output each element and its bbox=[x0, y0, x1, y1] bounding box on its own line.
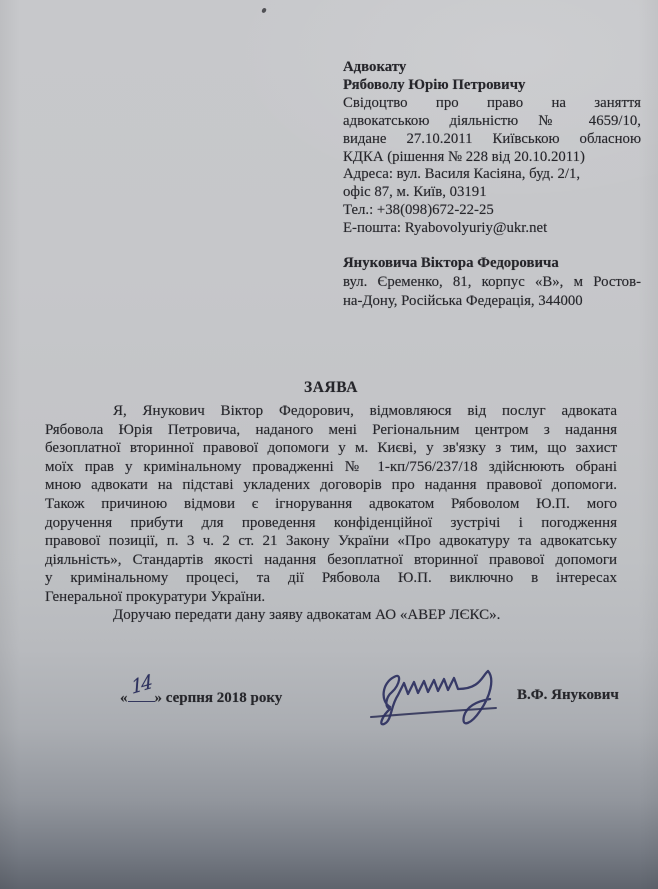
body-paragraph-2: Доручаю передати дану заяву адвокатам АО «АВЕР ЛЄКС». bbox=[113, 607, 501, 623]
recipient-line: КДКА (рішення № 228 від 20.10.2011) bbox=[343, 148, 585, 165]
body-line: Я, Янукович Віктор Федорович, відмовляюся від послуг адвоката bbox=[113, 403, 617, 419]
recipient-line: Адвокату bbox=[343, 59, 407, 75]
recipient-line: офіс 87, м. Київ, 03191 bbox=[343, 184, 487, 201]
recipient-email: Е-пошта: Ryabovolyuriy@ukr.net bbox=[343, 220, 548, 237]
handwritten-signature bbox=[368, 655, 518, 735]
document-title: ЗАЯВА bbox=[303, 379, 359, 396]
recipient-block bbox=[343, 59, 641, 238]
date-day-blank bbox=[128, 671, 155, 702]
body-line: Генеральної прокуратури України. bbox=[45, 588, 266, 605]
recipient-line: Рябоволу Юрію Петровичу bbox=[343, 76, 526, 93]
recipient-phone: Тел.: +38(098)672-22-25 bbox=[343, 202, 494, 219]
recipient-line: видане 27.10.2011 Київською обласною bbox=[343, 130, 641, 147]
body-line: діяльність», Стандартів якості надання безоплатної вторинної правової допомоги bbox=[45, 551, 617, 568]
date-open-quote: « bbox=[120, 690, 128, 706]
recipient-line: адвокатською діяльністю № 4659/10, bbox=[343, 112, 641, 129]
recipient-line: Адреса: вул. Василя Касіяна, буд. 2/1, bbox=[343, 166, 581, 183]
date-line bbox=[120, 671, 283, 707]
body-line: безоплатної вторинної правової допомоги у м. Києві, у зв'язку з тим, що захист bbox=[45, 440, 617, 457]
body-line: моїх прав у кримінальному провадженні № 1-кп/756/237/18 здійснюють обрані bbox=[45, 458, 617, 475]
recipient-line: Свідоцтво про право на заняття bbox=[343, 94, 641, 111]
applicant-block bbox=[343, 254, 641, 311]
applicant-address-line: вул. Єременко, 81, корпус «В», м Ростов- bbox=[343, 274, 641, 290]
date-rest: » серпня 2018 року bbox=[154, 690, 283, 706]
body-line: доручення прибути для проведення конфіденційної зустрічі і погодження bbox=[45, 514, 617, 531]
applicant-address-line: на-Дону, Російська Федерація, 344000 bbox=[343, 293, 583, 309]
body-line: мною адвокати на підставі укладених договорів про надання правової допомоги. bbox=[45, 477, 617, 494]
paper-speck bbox=[261, 7, 266, 13]
body-line: у кримінальному процесі, та дії Рябовола Ю.П. виключно в інтересах bbox=[45, 570, 617, 587]
body-line: Також причиною відмови є ігнорування адвокатом Рябоволом Ю.П. мого bbox=[45, 495, 617, 512]
applicant-name: Януковича Віктора Федоровича bbox=[343, 255, 559, 271]
signatory-name: В.Ф. Янукович bbox=[517, 687, 619, 703]
handwritten-day: 14 bbox=[129, 671, 152, 699]
body-line: Рябовола Юрія Петровича, наданого мені Регіональним центром з надання bbox=[45, 421, 617, 438]
body-paragraph-1 bbox=[45, 402, 617, 607]
body-line: правової позиції, п. 3 ч. 2 ст. 21 Закону України «Про адвокатуру та адвокатську bbox=[45, 533, 617, 550]
